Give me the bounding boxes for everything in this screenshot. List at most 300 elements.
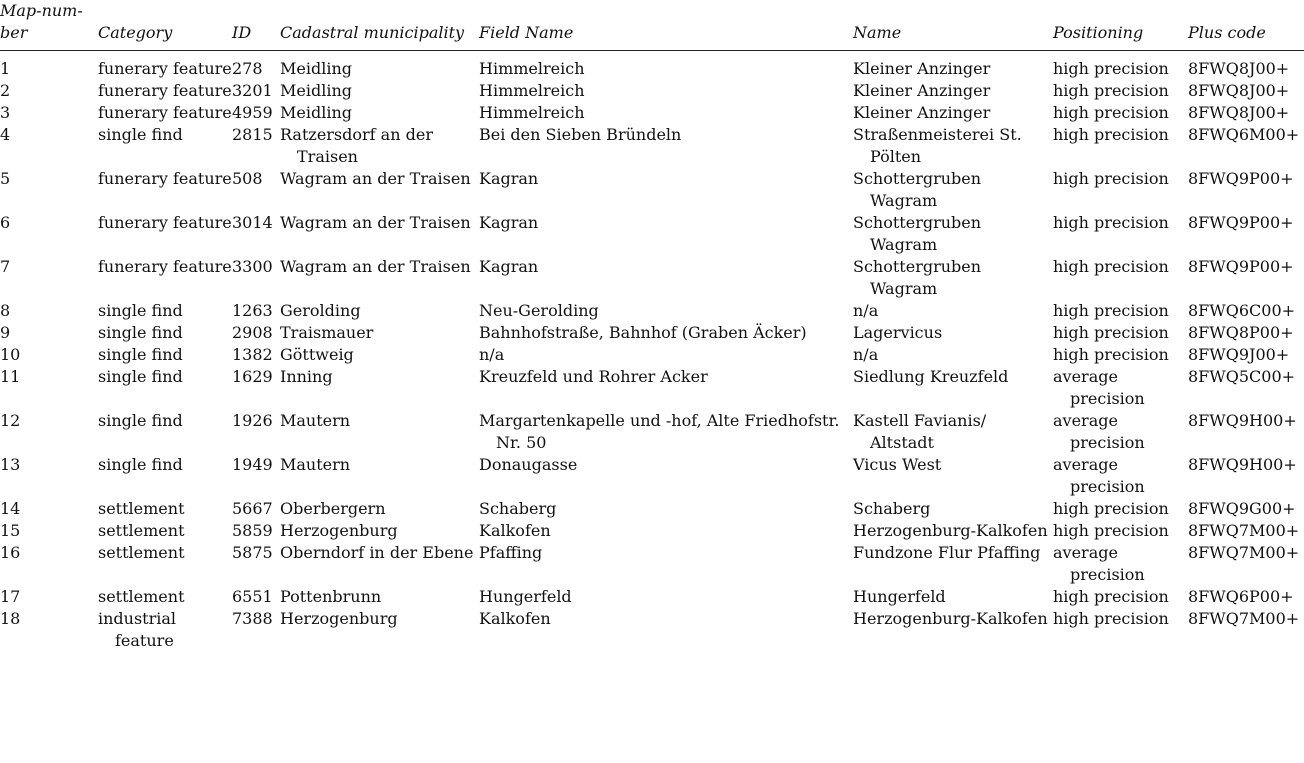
cell-id-text: 3014 [232, 213, 273, 232]
cell-map-number [0, 80, 98, 102]
cell-id-text: 4959 [232, 103, 273, 122]
cell-id-text: 1629 [232, 367, 273, 386]
cell-name [853, 256, 1053, 300]
cell-plus-code-text: 8FWQ9P00+ [1188, 257, 1294, 276]
cell-field-name-text: Kagran [479, 213, 539, 232]
cell-map-number [0, 366, 98, 410]
cell-plus-code-text: 8FWQ8J00+ [1188, 81, 1290, 100]
cell-field-name [479, 80, 853, 102]
cell-plus-code-text: 8FWQ6C00+ [1188, 301, 1296, 320]
cell-positioning [1053, 542, 1188, 586]
cell-positioning [1053, 498, 1188, 520]
cell-map-number-text: 5 [0, 169, 11, 188]
table-header [0, 0, 1304, 51]
cell-id [232, 608, 280, 652]
cell-name [853, 520, 1053, 542]
cell-cadastral-municipality [280, 300, 479, 322]
cell-category-text: single find [98, 301, 183, 320]
cell-id [232, 410, 280, 454]
cell-map-number-text: 1 [0, 59, 11, 78]
cell-id-text: 5859 [232, 521, 273, 540]
cell-id [232, 344, 280, 366]
cell-name-text: Schottergruben Wagram [853, 213, 982, 254]
cell-positioning-text: high precision [1053, 103, 1169, 122]
cell-cadastral-municipality [280, 410, 479, 454]
cell-name-text: Lagervicus [853, 323, 943, 342]
cell-plus-code [1188, 256, 1304, 300]
cell-cadastral-municipality [280, 256, 479, 300]
cell-cadastral-municipality-text: Pottenbrunn [280, 587, 382, 606]
cell-name-text: Schottergruben Wagram [853, 257, 982, 298]
cell-positioning-text: high precision [1053, 169, 1169, 188]
cell-category-text: settlement [98, 499, 185, 518]
cell-map-number [0, 454, 98, 498]
cell-cadastral-municipality [280, 542, 479, 586]
cell-name-text: Kleiner Anzinger [853, 103, 991, 122]
cell-name [853, 102, 1053, 124]
cell-cadastral-municipality [280, 322, 479, 344]
cell-map-number [0, 168, 98, 212]
cell-id-text: 5875 [232, 543, 273, 562]
cell-category-text: industrial feature [98, 609, 177, 650]
cell-map-number-text: 17 [0, 587, 21, 606]
cell-map-number [0, 102, 98, 124]
cell-plus-code-text: 8FWQ7M00+ [1188, 543, 1300, 562]
cell-name-text: Hungerfeld [853, 587, 946, 606]
cell-name-text: Straßenmeisterei St. Pölten [853, 125, 1022, 166]
cell-field-name-text: Schaberg [479, 499, 557, 518]
cell-field-name [479, 410, 853, 454]
cell-id-text: 3201 [232, 81, 273, 100]
cell-map-number [0, 410, 98, 454]
cell-id-text: 1382 [232, 345, 273, 364]
cell-cadastral-municipality [280, 80, 479, 102]
cell-category-text: settlement [98, 543, 185, 562]
cell-positioning [1053, 344, 1188, 366]
cell-field-name-text: Bahnhofstraße, Bahnhof (Graben Äcker) [479, 323, 807, 342]
cell-category [98, 542, 232, 586]
cell-cadastral-municipality [280, 366, 479, 410]
cell-map-number [0, 520, 98, 542]
cell-id-text: 2908 [232, 323, 273, 342]
cell-map-number-text: 9 [0, 323, 11, 342]
cell-id [232, 80, 280, 102]
cell-cadastral-municipality-text: Oberndorf in der Ebene [280, 543, 474, 562]
cell-name-text: Kastell Favianis/ Altstadt [853, 411, 987, 452]
cell-category-text: single find [98, 345, 183, 364]
cell-positioning [1053, 124, 1188, 168]
cell-cadastral-municipality-text: Mautern [280, 455, 351, 474]
cell-map-number-text: 14 [0, 499, 21, 518]
cell-positioning [1053, 51, 1188, 81]
cell-plus-code [1188, 542, 1304, 586]
cell-field-name [479, 212, 853, 256]
cell-category [98, 410, 232, 454]
cell-id [232, 256, 280, 300]
cell-cadastral-municipality-text: Herzogenburg [280, 609, 398, 628]
cell-map-number-text: 7 [0, 257, 11, 276]
cell-map-number [0, 498, 98, 520]
cell-cadastral-municipality-text: Meidling [280, 103, 352, 122]
cell-map-number-text: 2 [0, 81, 11, 100]
cell-name-text: Kleiner Anzinger [853, 59, 991, 78]
cell-plus-code [1188, 498, 1304, 520]
cell-name [853, 51, 1053, 81]
cell-category [98, 80, 232, 102]
cell-field-name-text: Bei den Sieben Bründeln [479, 125, 682, 144]
cell-plus-code [1188, 586, 1304, 608]
cell-field-name [479, 520, 853, 542]
cell-field-name [479, 124, 853, 168]
cell-id [232, 454, 280, 498]
header-cadastral-municipality: Cadastral municipality [280, 0, 479, 51]
cell-positioning-text: high precision [1053, 257, 1169, 276]
cell-plus-code-text: 8FWQ9H00+ [1188, 411, 1297, 430]
cell-field-name [479, 586, 853, 608]
cell-plus-code [1188, 212, 1304, 256]
cell-name [853, 586, 1053, 608]
cell-map-number [0, 300, 98, 322]
cell-name-text: Siedlung Kreuzfeld [853, 367, 1009, 386]
cell-plus-code [1188, 344, 1304, 366]
cell-category [98, 586, 232, 608]
cell-field-name [479, 168, 853, 212]
cell-cadastral-municipality-text: Wagram an der Traisen [280, 169, 471, 188]
table-row [0, 366, 1304, 410]
cell-field-name-text: Himmelreich [479, 81, 585, 100]
cell-positioning-text: average precision [1053, 455, 1145, 496]
cell-positioning-text: high precision [1053, 499, 1169, 518]
cell-plus-code-text: 8FWQ5C00+ [1188, 367, 1296, 386]
header-name: Name [853, 0, 1053, 51]
cell-plus-code-text: 8FWQ7M00+ [1188, 609, 1300, 628]
cell-category [98, 256, 232, 300]
table-row [0, 322, 1304, 344]
cell-plus-code-text: 8FWQ9H00+ [1188, 455, 1297, 474]
cell-cadastral-municipality [280, 454, 479, 498]
cell-cadastral-municipality [280, 212, 479, 256]
table-row [0, 520, 1304, 542]
cell-plus-code [1188, 80, 1304, 102]
cell-positioning [1053, 168, 1188, 212]
cell-category [98, 520, 232, 542]
cell-cadastral-municipality [280, 168, 479, 212]
cell-plus-code-text: 8FWQ9P00+ [1188, 213, 1294, 232]
cell-category-text: settlement [98, 587, 185, 606]
cell-category-text: funerary feature [98, 257, 232, 276]
cell-field-name [479, 256, 853, 300]
cell-name-text: Schottergruben Wagram [853, 169, 982, 210]
cell-positioning-text: high precision [1053, 323, 1169, 342]
cell-field-name [479, 322, 853, 344]
cell-id [232, 300, 280, 322]
cell-map-number [0, 124, 98, 168]
table-body [0, 51, 1304, 653]
cell-positioning [1053, 80, 1188, 102]
cell-category [98, 168, 232, 212]
cell-field-name [479, 102, 853, 124]
cell-positioning [1053, 586, 1188, 608]
cell-field-name [479, 300, 853, 322]
cell-cadastral-municipality [280, 520, 479, 542]
cell-category [98, 454, 232, 498]
header-field-name: Field Name [479, 0, 853, 51]
cell-category-text: funerary feature [98, 169, 232, 188]
cell-field-name [479, 608, 853, 652]
cell-field-name [479, 498, 853, 520]
cell-plus-code [1188, 102, 1304, 124]
table-row [0, 498, 1304, 520]
cell-cadastral-municipality-text: Herzogenburg [280, 521, 398, 540]
cell-id-text: 1926 [232, 411, 273, 430]
cell-map-number-text: 8 [0, 301, 11, 320]
cell-plus-code [1188, 51, 1304, 81]
header-map-number: Map-num- ber [0, 0, 98, 51]
cell-category-text: funerary feature [98, 103, 232, 122]
cell-name [853, 212, 1053, 256]
cell-positioning [1053, 256, 1188, 300]
cell-positioning [1053, 454, 1188, 498]
cell-map-number [0, 344, 98, 366]
cell-cadastral-municipality [280, 498, 479, 520]
header-category: Category [98, 0, 232, 51]
cell-name [853, 454, 1053, 498]
cell-id-text: 7388 [232, 609, 273, 628]
cell-id-text: 2815 [232, 125, 273, 144]
cell-cadastral-municipality [280, 51, 479, 81]
cell-id [232, 542, 280, 586]
cell-id [232, 322, 280, 344]
cell-plus-code [1188, 322, 1304, 344]
cell-field-name [479, 542, 853, 586]
cell-field-name [479, 344, 853, 366]
cell-map-number-text: 16 [0, 543, 21, 562]
cell-category [98, 102, 232, 124]
cell-category [98, 124, 232, 168]
table-row [0, 168, 1304, 212]
table-row [0, 454, 1304, 498]
cell-id-text: 6551 [232, 587, 273, 606]
cell-cadastral-municipality [280, 102, 479, 124]
cell-cadastral-municipality-text: Meidling [280, 81, 352, 100]
cell-cadastral-municipality [280, 124, 479, 168]
cell-positioning [1053, 410, 1188, 454]
cell-category-text: funerary feature [98, 59, 232, 78]
cell-name [853, 410, 1053, 454]
cell-field-name-text: Kagran [479, 169, 539, 188]
table-row [0, 256, 1304, 300]
cell-plus-code [1188, 608, 1304, 652]
cell-id-text: 3300 [232, 257, 273, 276]
cell-map-number [0, 256, 98, 300]
cell-category [98, 344, 232, 366]
cell-id [232, 520, 280, 542]
cell-id-text: 278 [232, 59, 263, 78]
cell-field-name-text: Kalkofen [479, 521, 551, 540]
cell-positioning [1053, 102, 1188, 124]
cell-name [853, 80, 1053, 102]
cell-category-text: single find [98, 367, 183, 386]
table-row [0, 300, 1304, 322]
cell-category [98, 608, 232, 652]
header-plus-code: Plus code [1188, 0, 1304, 51]
cell-cadastral-municipality-text: Mautern [280, 411, 351, 430]
cell-category [98, 322, 232, 344]
cell-positioning [1053, 366, 1188, 410]
cell-positioning [1053, 300, 1188, 322]
cell-positioning [1053, 322, 1188, 344]
cell-category-text: single find [98, 125, 183, 144]
cell-name-text: n/a [853, 301, 879, 320]
cell-category-text: settlement [98, 521, 185, 540]
cell-cadastral-municipality-text: Gerolding [280, 301, 361, 320]
cell-map-number-text: 4 [0, 125, 11, 144]
cell-plus-code [1188, 454, 1304, 498]
cell-field-name-text: Kagran [479, 257, 539, 276]
cell-name-text: Kleiner Anzinger [853, 81, 991, 100]
cell-plus-code [1188, 520, 1304, 542]
cell-name [853, 300, 1053, 322]
cell-plus-code-text: 8FWQ8J00+ [1188, 103, 1290, 122]
cell-field-name [479, 51, 853, 81]
cell-id [232, 51, 280, 81]
cell-positioning [1053, 212, 1188, 256]
cell-id [232, 102, 280, 124]
cell-name-text: Herzogenburg-Kalkofen [853, 609, 1048, 628]
cell-map-number-text: 3 [0, 103, 11, 122]
cell-name-text: Herzogenburg-Kalkofen [853, 521, 1048, 540]
cell-positioning-text: average precision [1053, 543, 1145, 584]
cell-map-number-text: 18 [0, 609, 21, 628]
cell-field-name-text: Himmelreich [479, 59, 585, 78]
cell-positioning-text: high precision [1053, 125, 1169, 144]
cell-plus-code [1188, 168, 1304, 212]
cell-id [232, 212, 280, 256]
cell-plus-code-text: 8FWQ7M00+ [1188, 521, 1300, 540]
table-row [0, 608, 1304, 652]
cell-field-name [479, 366, 853, 410]
cell-category-text: funerary feature [98, 213, 232, 232]
cell-id-text: 5667 [232, 499, 273, 518]
cell-name [853, 608, 1053, 652]
cell-cadastral-municipality-text: Göttweig [280, 345, 354, 364]
cell-id-text: 1949 [232, 455, 273, 474]
table-row [0, 51, 1304, 81]
cell-map-number [0, 322, 98, 344]
table-row [0, 344, 1304, 366]
cell-field-name-text: n/a [479, 345, 505, 364]
cell-map-number-text: 6 [0, 213, 11, 232]
cell-field-name-text: Neu-Gerolding [479, 301, 599, 320]
cell-plus-code-text: 8FWQ9G00+ [1188, 499, 1296, 518]
cell-positioning-text: high precision [1053, 345, 1169, 364]
cell-map-number [0, 586, 98, 608]
cell-field-name-text: Margartenkapelle und -hof, Alte Friedhofstr. Nr. 50 [479, 411, 840, 452]
table-row [0, 542, 1304, 586]
cell-positioning-text: high precision [1053, 521, 1169, 540]
cell-cadastral-municipality-text: Inning [280, 367, 333, 386]
table-row [0, 410, 1304, 454]
cell-positioning-text: average precision [1053, 411, 1145, 452]
cell-plus-code-text: 8FWQ8P00+ [1188, 323, 1294, 342]
cell-map-number [0, 51, 98, 81]
cell-id [232, 124, 280, 168]
cell-positioning-text: high precision [1053, 213, 1169, 232]
cell-name [853, 124, 1053, 168]
cell-field-name-text: Pfaffing [479, 543, 543, 562]
cell-name [853, 542, 1053, 586]
cell-plus-code-text: 8FWQ6M00+ [1188, 125, 1300, 144]
cell-id-text: 1263 [232, 301, 273, 320]
table-row [0, 586, 1304, 608]
cell-cadastral-municipality-text: Oberbergern [280, 499, 386, 518]
cell-plus-code [1188, 124, 1304, 168]
cell-positioning [1053, 608, 1188, 652]
cell-map-number [0, 212, 98, 256]
cell-cadastral-municipality-text: Wagram an der Traisen [280, 257, 471, 276]
cell-positioning-text: average precision [1053, 367, 1145, 408]
cell-map-number-text: 10 [0, 345, 21, 364]
cell-field-name-text: Himmelreich [479, 103, 585, 122]
cell-map-number [0, 608, 98, 652]
cell-field-name-text: Kalkofen [479, 609, 551, 628]
cell-name [853, 366, 1053, 410]
cell-field-name-text: Donaugasse [479, 455, 578, 474]
cell-map-number-text: 15 [0, 521, 21, 540]
cell-field-name [479, 454, 853, 498]
header-positioning: Positioning [1053, 0, 1188, 51]
cell-map-number [0, 542, 98, 586]
cell-cadastral-municipality [280, 586, 479, 608]
cell-cadastral-municipality-text: Ratzersdorf an der Traisen [280, 125, 433, 166]
header-id: ID [232, 0, 280, 51]
cell-plus-code [1188, 300, 1304, 322]
cell-category-text: single find [98, 455, 183, 474]
cell-plus-code-text: 8FWQ8J00+ [1188, 59, 1290, 78]
cell-category [98, 498, 232, 520]
cell-cadastral-municipality-text: Wagram an der Traisen [280, 213, 471, 232]
cell-cadastral-municipality [280, 344, 479, 366]
cell-plus-code [1188, 410, 1304, 454]
cell-name [853, 322, 1053, 344]
cell-field-name-text: Hungerfeld [479, 587, 572, 606]
cell-plus-code-text: 8FWQ6P00+ [1188, 587, 1294, 606]
cell-map-number-text: 13 [0, 455, 21, 474]
cell-positioning-text: high precision [1053, 609, 1169, 628]
cell-category [98, 51, 232, 81]
cell-name-text: n/a [853, 345, 879, 364]
cell-category [98, 300, 232, 322]
cell-category-text: single find [98, 411, 183, 430]
cell-name [853, 168, 1053, 212]
cell-cadastral-municipality-text: Traismauer [280, 323, 374, 342]
cell-map-number-text: 12 [0, 411, 21, 430]
cell-category-text: funerary feature [98, 81, 232, 100]
cell-plus-code-text: 8FWQ9J00+ [1188, 345, 1290, 364]
cell-positioning-text: high precision [1053, 301, 1169, 320]
table-row [0, 212, 1304, 256]
table-row [0, 102, 1304, 124]
table-row [0, 80, 1304, 102]
cell-field-name-text: Kreuzfeld und Rohrer Acker [479, 367, 708, 386]
cell-name-text: Fundzone Flur Pfaffing [853, 543, 1041, 562]
cell-map-number-text: 11 [0, 367, 21, 386]
cell-positioning [1053, 520, 1188, 542]
table-row [0, 124, 1304, 168]
cell-positioning-text: high precision [1053, 587, 1169, 606]
cell-id [232, 498, 280, 520]
cell-name-text: Schaberg [853, 499, 931, 518]
